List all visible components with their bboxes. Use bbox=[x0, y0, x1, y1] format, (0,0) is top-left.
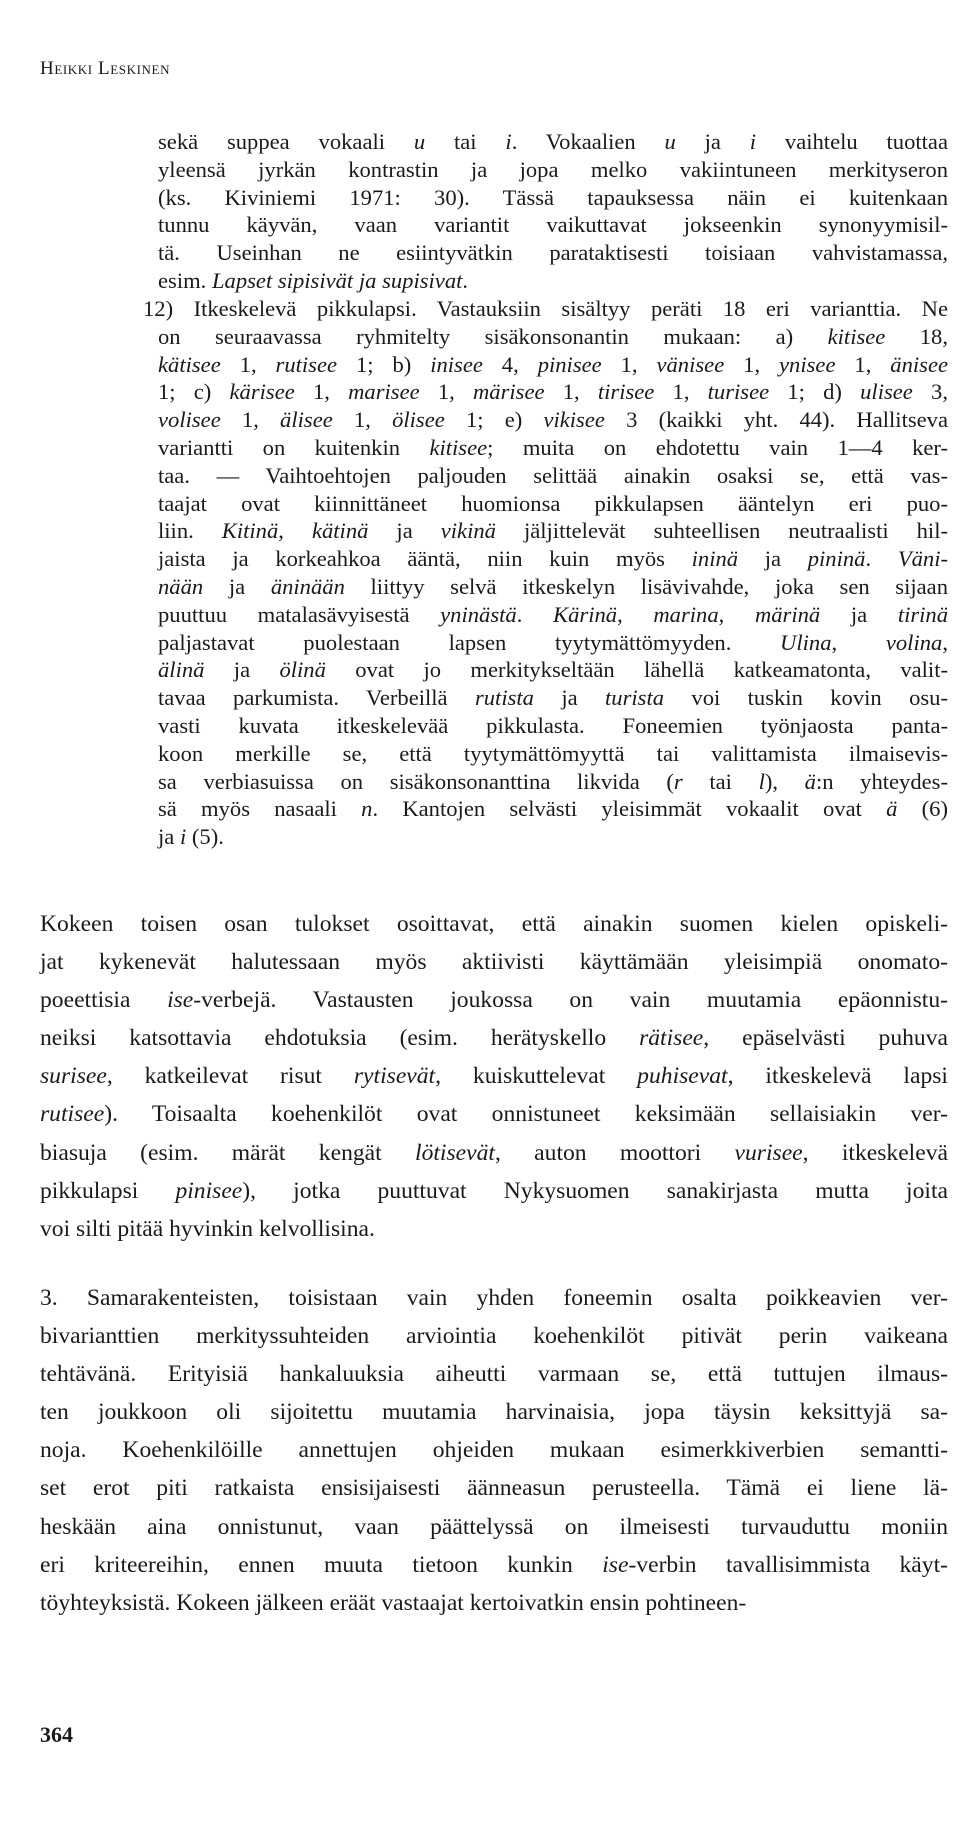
text-line: (ks. Kiviniemi 1971: 30). Tässä tapauksessa näin ei kuitenkaan bbox=[158, 184, 948, 210]
text-line: tehtävänä. Erityisiä hankaluuksia aiheutti varmaan se, että tuttujen ilmaus- bbox=[40, 1361, 948, 1388]
text-line: tä. Useinhan ne esiintyvätkin parataktisesti toisiaan vahvistamassa, bbox=[158, 240, 948, 266]
text-line: heskään aina onnistunut, vaan päättelyssä on ilmeisesti turvauduttu moniin bbox=[40, 1513, 948, 1540]
text-line: jat kykenevät halutessaan myös aktiivisti käyttämään yleisimpiä onomato- bbox=[40, 949, 948, 976]
text-line: tunnu käyvän, vaan variantit vaikuttavat jokseenkin synonyymisil- bbox=[158, 212, 948, 238]
text-line: Kokeen toisen osan tulokset osoittavat, että ainakin suomen kielen opiskeli- bbox=[40, 911, 948, 937]
paragraph-section-3 bbox=[40, 1279, 948, 1622]
text-line: sekä suppea vokaali u tai i. Vokaalien u ja i vaihtelu tuottaa bbox=[158, 129, 948, 154]
text-line: kätisee 1, rutisee 1; b) inisee 4, pinisee 1, vänisee 1, ynisee 1, änisee bbox=[158, 351, 949, 377]
text-line: variantti on kuitenkin kitisee; muita on ehdotettu vain 1—4 ker- bbox=[158, 434, 948, 460]
indented-block-item-12 bbox=[143, 295, 949, 851]
text-line: vasti kuvata itkeskelevää pikkulasta. Foneemien työnjaosta panta- bbox=[158, 712, 948, 738]
text-line: paljastavat puolestaan lapsen tyytymättömyyden. Ulina, volina, bbox=[158, 629, 948, 655]
text-line: taajat ovat kiinnittäneet huomionsa pikkulapsen ääntelyn eri puo- bbox=[158, 490, 948, 516]
text-line: surisee, katkeilevat risut rytisevät, kuiskuttelevat puhisevat, itkeskelevä lapsi bbox=[40, 1063, 948, 1090]
text-line: volisee 1, älisee 1, ölisee 1; e) vikisee 3 (kaikki yht. 44). Hallitseva bbox=[158, 407, 948, 433]
running-head: Heikki Leskinen bbox=[40, 58, 171, 79]
text-line: 3. Samarakenteisten, toisistaan vain yhden foneemin osalta poikkeavien ver- bbox=[40, 1285, 948, 1311]
text-line: jaista ja korkeahkoa ääntä, niin kuin myös ininä ja pininä. Väni- bbox=[158, 546, 949, 572]
text-line: sa verbiasuissa on sisäkonsonanttina likvida (r tai l), ä:n yhteydes- bbox=[158, 768, 948, 794]
text-line: neiksi katsottavia ehdotuksia (esim. herätyskello rätisee, epäselvästi puhuva bbox=[40, 1025, 949, 1052]
text-line: on seuraavassa ryhmitelty sisäkonsonantin mukaan: a) kitisee 18, bbox=[158, 323, 948, 349]
text-line: eri kriteereihin, ennen muuta tietoon kunkin ise-verbin tavallisimmista käyt- bbox=[40, 1551, 948, 1578]
text-line: pikkulapsi pinisee), jotka puuttuvat Nykysuomen sanakirjasta mutta joita bbox=[40, 1177, 948, 1204]
text-line: liin. Kitinä, kätinä ja vikinä jäljittelevät suhteellisen neutraalisti hil- bbox=[158, 518, 948, 544]
text-line: ja i (5). bbox=[158, 824, 224, 850]
text-line: poeettisia ise-verbejä. Vastausten joukossa on vain muutamia epäonnistu- bbox=[40, 987, 948, 1014]
text-line: älinä ja ölinä ovat jo merkitykseltään lähellä katkeamatonta, valit- bbox=[158, 657, 948, 683]
paragraph-test-results bbox=[40, 905, 948, 1248]
text-line: töyhteyksistä. Kokeen jälkeen eräät vastaajat kertoivatkin ensin pohtineen- bbox=[40, 1589, 747, 1616]
text-line: rutisee). Toisaalta koehenkilöt ovat onnistuneet keksimään sellaisiakin ver- bbox=[40, 1101, 948, 1128]
text-line: nään ja äninään liittyy selvä itkeskelyn lisävivahde, joka sen sijaan bbox=[158, 573, 948, 599]
text-line: sä myös nasaali n. Kantojen selvästi yleisimmät vokaalit ovat ä (6) bbox=[158, 796, 948, 822]
text-line: yleensä jyrkän kontrastin ja jopa melko vakiintuneen merkityseron bbox=[158, 156, 948, 182]
page-number: 364 bbox=[40, 1722, 73, 1747]
text-line: voi silti pitää hyvinkin kelvollisina. bbox=[40, 1215, 375, 1242]
text-line: puuttuu matalasävyisestä yninästä. Kärinä, marina, märinä ja tirinä bbox=[158, 601, 949, 627]
text-line: 1; c) kärisee 1, marisee 1, märisee 1, tirisee 1, turisee 1; d) ulisee 3, bbox=[158, 379, 948, 405]
text-line: noja. Koehenkilöille annettujen ohjeiden mukaan esimerkkiverbien semantti- bbox=[40, 1437, 948, 1464]
text-line: bivarianttien merkityssuhteiden arviointia koehenkilöt pitivät perin vaikeana bbox=[40, 1323, 948, 1350]
text-line: 12) Itkeskelevä pikkulapsi. Vastauksiin sisältyy peräti 18 eri varianttia. Ne bbox=[143, 296, 948, 321]
text-line: taa. — Vaihtoehtojen paljouden selittää ainakin osaksi se, että vas- bbox=[158, 462, 948, 488]
text-line: set erot piti ratkaista ensisijaisesti äänneasun perusteella. Tämä ei liene lä- bbox=[40, 1475, 948, 1502]
text-line: biasuja (esim. märät kengät lötisevät, auton moottori vurisee, itkeskelevä bbox=[40, 1139, 948, 1166]
text-line: tavaa parkumista. Verbeillä rutista ja turista voi tuskin kovin osu- bbox=[158, 685, 948, 711]
indented-block-vowel-variation bbox=[158, 128, 948, 295]
text-line: esim. Lapset sipisivät ja supisivat. bbox=[158, 267, 469, 293]
text-line: koon merkille se, että tyytymättömyyttä tai valittamista ilmaisevis- bbox=[158, 740, 948, 766]
text-line: ten joukkoon oli sijoitettu muutamia harvinaisia, jopa täysin keksittyjä sa- bbox=[40, 1399, 948, 1426]
